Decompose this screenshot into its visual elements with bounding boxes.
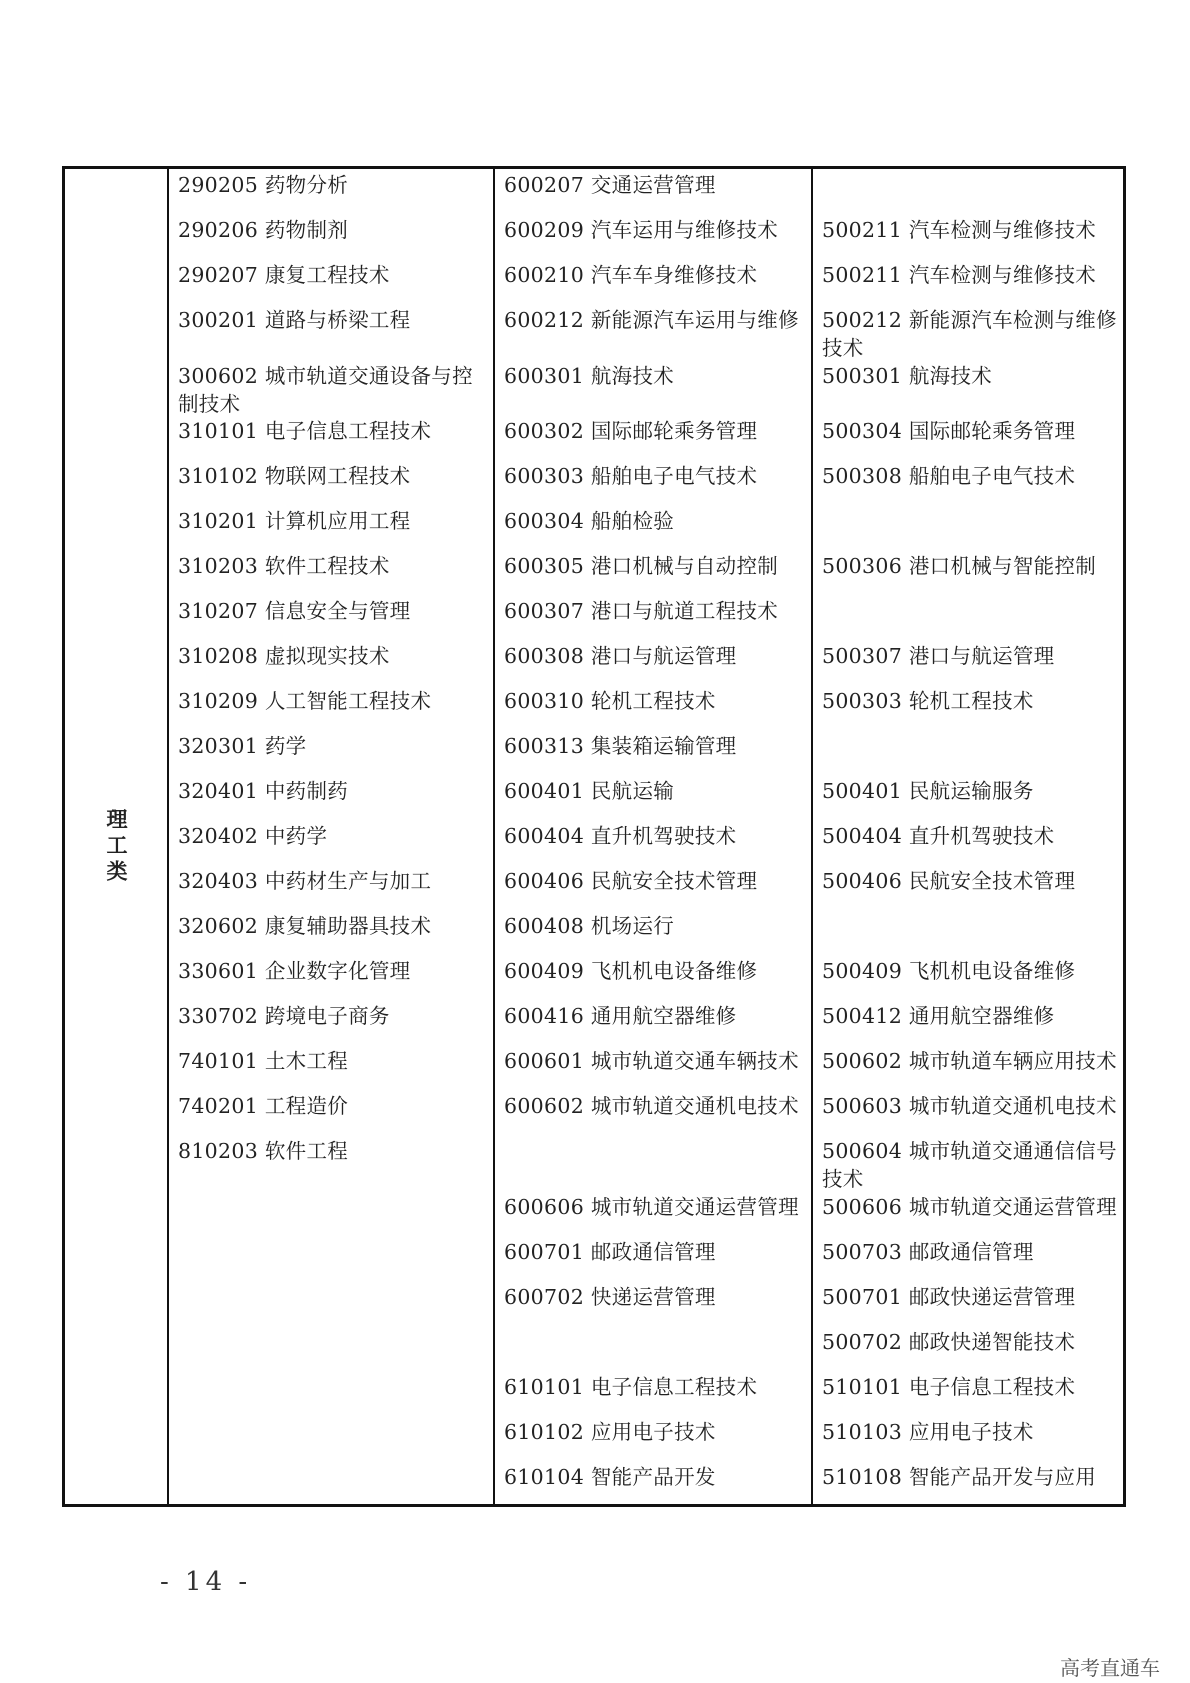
table-cell: 500301 航海技术 (822, 364, 993, 388)
table-cell: 600416 通用航空器维修 (504, 1004, 737, 1028)
table-cell: 330702 跨境电子商务 (178, 1004, 390, 1028)
table-cell: 500606 城市轨道交通运营管理 (822, 1195, 1117, 1219)
table-cell: 320402 中药学 (178, 824, 328, 848)
table-cell: 600210 汽车车身维修技术 (504, 263, 758, 287)
table-cell: 600310 轮机工程技术 (504, 689, 716, 713)
table-cell: 500211 汽车检测与维修技术 (822, 263, 1097, 287)
page-number: - 14 - (160, 1567, 252, 1597)
table-cell: 610101 电子信息工程技术 (504, 1375, 758, 1399)
table-cell: 290207 康复工程技术 (178, 263, 390, 287)
table-cell: 310209 人工智能工程技术 (178, 689, 432, 713)
table-cell: 500303 轮机工程技术 (822, 689, 1034, 713)
category-cell (65, 169, 167, 1504)
table-cell: 320401 中药制药 (178, 779, 349, 803)
table-cell: 600601 城市轨道交通车辆技术 (504, 1049, 799, 1073)
table-cell: 510103 应用电子技术 (822, 1420, 1034, 1444)
table-cell: 310207 信息安全与管理 (178, 599, 411, 623)
table-cell: 600702 快递运营管理 (504, 1285, 716, 1309)
column-undergrad (178, 169, 484, 1504)
table-cell: 500308 船舶电子电气技术 (822, 464, 1076, 488)
table-cell: 500604 城市轨道交通通信信号技术 (822, 1139, 1117, 1191)
table-cell: 600313 集装箱运输管理 (504, 734, 737, 758)
table-cell: 600305 港口机械与自动控制 (504, 554, 779, 578)
table-cell: 500306 港口机械与智能控制 (822, 554, 1097, 578)
table-cell: 500409 飞机机电设备维修 (822, 959, 1076, 983)
table-cell: 600307 港口与航道工程技术 (504, 599, 779, 623)
table-cell: 500701 邮政快递运营管理 (822, 1285, 1076, 1309)
table-cell: 310102 物联网工程技术 (178, 464, 411, 488)
table-cell: 500404 直升机驾驶技术 (822, 824, 1055, 848)
table-cell: 600209 汽车运用与维修技术 (504, 218, 779, 242)
table-cell: 300602 城市轨道交通设备与控制技术 (178, 364, 473, 416)
column-vocational-higher (504, 169, 804, 1504)
table-cell: 500304 国际邮轮乘务管理 (822, 419, 1076, 443)
table-cell: 320301 药学 (178, 734, 307, 758)
major-table (62, 166, 1126, 1507)
table-cell: 500702 邮政快递智能技术 (822, 1330, 1076, 1354)
table-cell: 310201 计算机应用工程 (178, 509, 411, 533)
table-cell: 500211 汽车检测与维修技术 (822, 218, 1097, 242)
table-cell: 610104 智能产品开发 (504, 1465, 716, 1489)
table-cell: 740101 土木工程 (178, 1049, 349, 1073)
column-vocational-secondary (822, 169, 1118, 1504)
table-cell: 500406 民航安全技术管理 (822, 869, 1076, 893)
table-cell: 610102 应用电子技术 (504, 1420, 716, 1444)
table-cell: 500602 城市轨道车辆应用技术 (822, 1049, 1117, 1073)
column-divider (811, 169, 813, 1504)
table-cell: 500603 城市轨道交通机电技术 (822, 1094, 1117, 1118)
table-cell: 600401 民航运输 (504, 779, 675, 803)
table-cell: 600406 民航安全技术管理 (504, 869, 758, 893)
table-cell: 320403 中药材生产与加工 (178, 869, 432, 893)
table-cell: 600212 新能源汽车运用与维修 (504, 308, 799, 332)
table-cell: 330601 企业数字化管理 (178, 959, 411, 983)
table-cell: 310101 电子信息工程技术 (178, 419, 432, 443)
table-cell: 500307 港口与航运管理 (822, 644, 1055, 668)
table-cell: 500412 通用航空器维修 (822, 1004, 1055, 1028)
table-cell: 600303 船舶电子电气技术 (504, 464, 758, 488)
table-cell: 510108 智能产品开发与应用 (822, 1465, 1097, 1489)
table-cell: 600408 机场运行 (504, 914, 675, 938)
table-cell: 600404 直升机驾驶技术 (504, 824, 737, 848)
table-cell: 300201 道路与桥梁工程 (178, 308, 411, 332)
column-divider (167, 169, 169, 1504)
table-cell: 290206 药物制剂 (178, 218, 349, 242)
column-divider (493, 169, 495, 1504)
table-cell: 810203 软件工程 (178, 1139, 349, 1163)
table-cell: 600301 航海技术 (504, 364, 675, 388)
table-cell: 600606 城市轨道交通运营管理 (504, 1195, 799, 1219)
table-cell: 600304 船舶检验 (504, 509, 675, 533)
table-cell: 500401 民航运输服务 (822, 779, 1034, 803)
table-cell: 600602 城市轨道交通机电技术 (504, 1094, 799, 1118)
table-cell: 290205 药物分析 (178, 173, 349, 197)
table-cell: 600409 飞机机电设备维修 (504, 959, 758, 983)
table-cell: 500212 新能源汽车检测与维修技术 (822, 308, 1117, 360)
table-cell: 740201 工程造价 (178, 1094, 349, 1118)
table-cell: 600302 国际邮轮乘务管理 (504, 419, 758, 443)
table-cell: 320602 康复辅助器具技术 (178, 914, 432, 938)
table-cell: 510101 电子信息工程技术 (822, 1375, 1076, 1399)
table-cell: 500703 邮政通信管理 (822, 1240, 1034, 1264)
table-cell: 310208 虚拟现实技术 (178, 644, 390, 668)
table-cell: 310203 软件工程技术 (178, 554, 390, 578)
table-cell: 600701 邮政通信管理 (504, 1240, 716, 1264)
category-label: 理工类 (104, 807, 128, 886)
table-cell: 600207 交通运营管理 (504, 173, 716, 197)
table-cell: 600308 港口与航运管理 (504, 644, 737, 668)
watermark: 高考直通车 (1060, 1656, 1160, 1680)
